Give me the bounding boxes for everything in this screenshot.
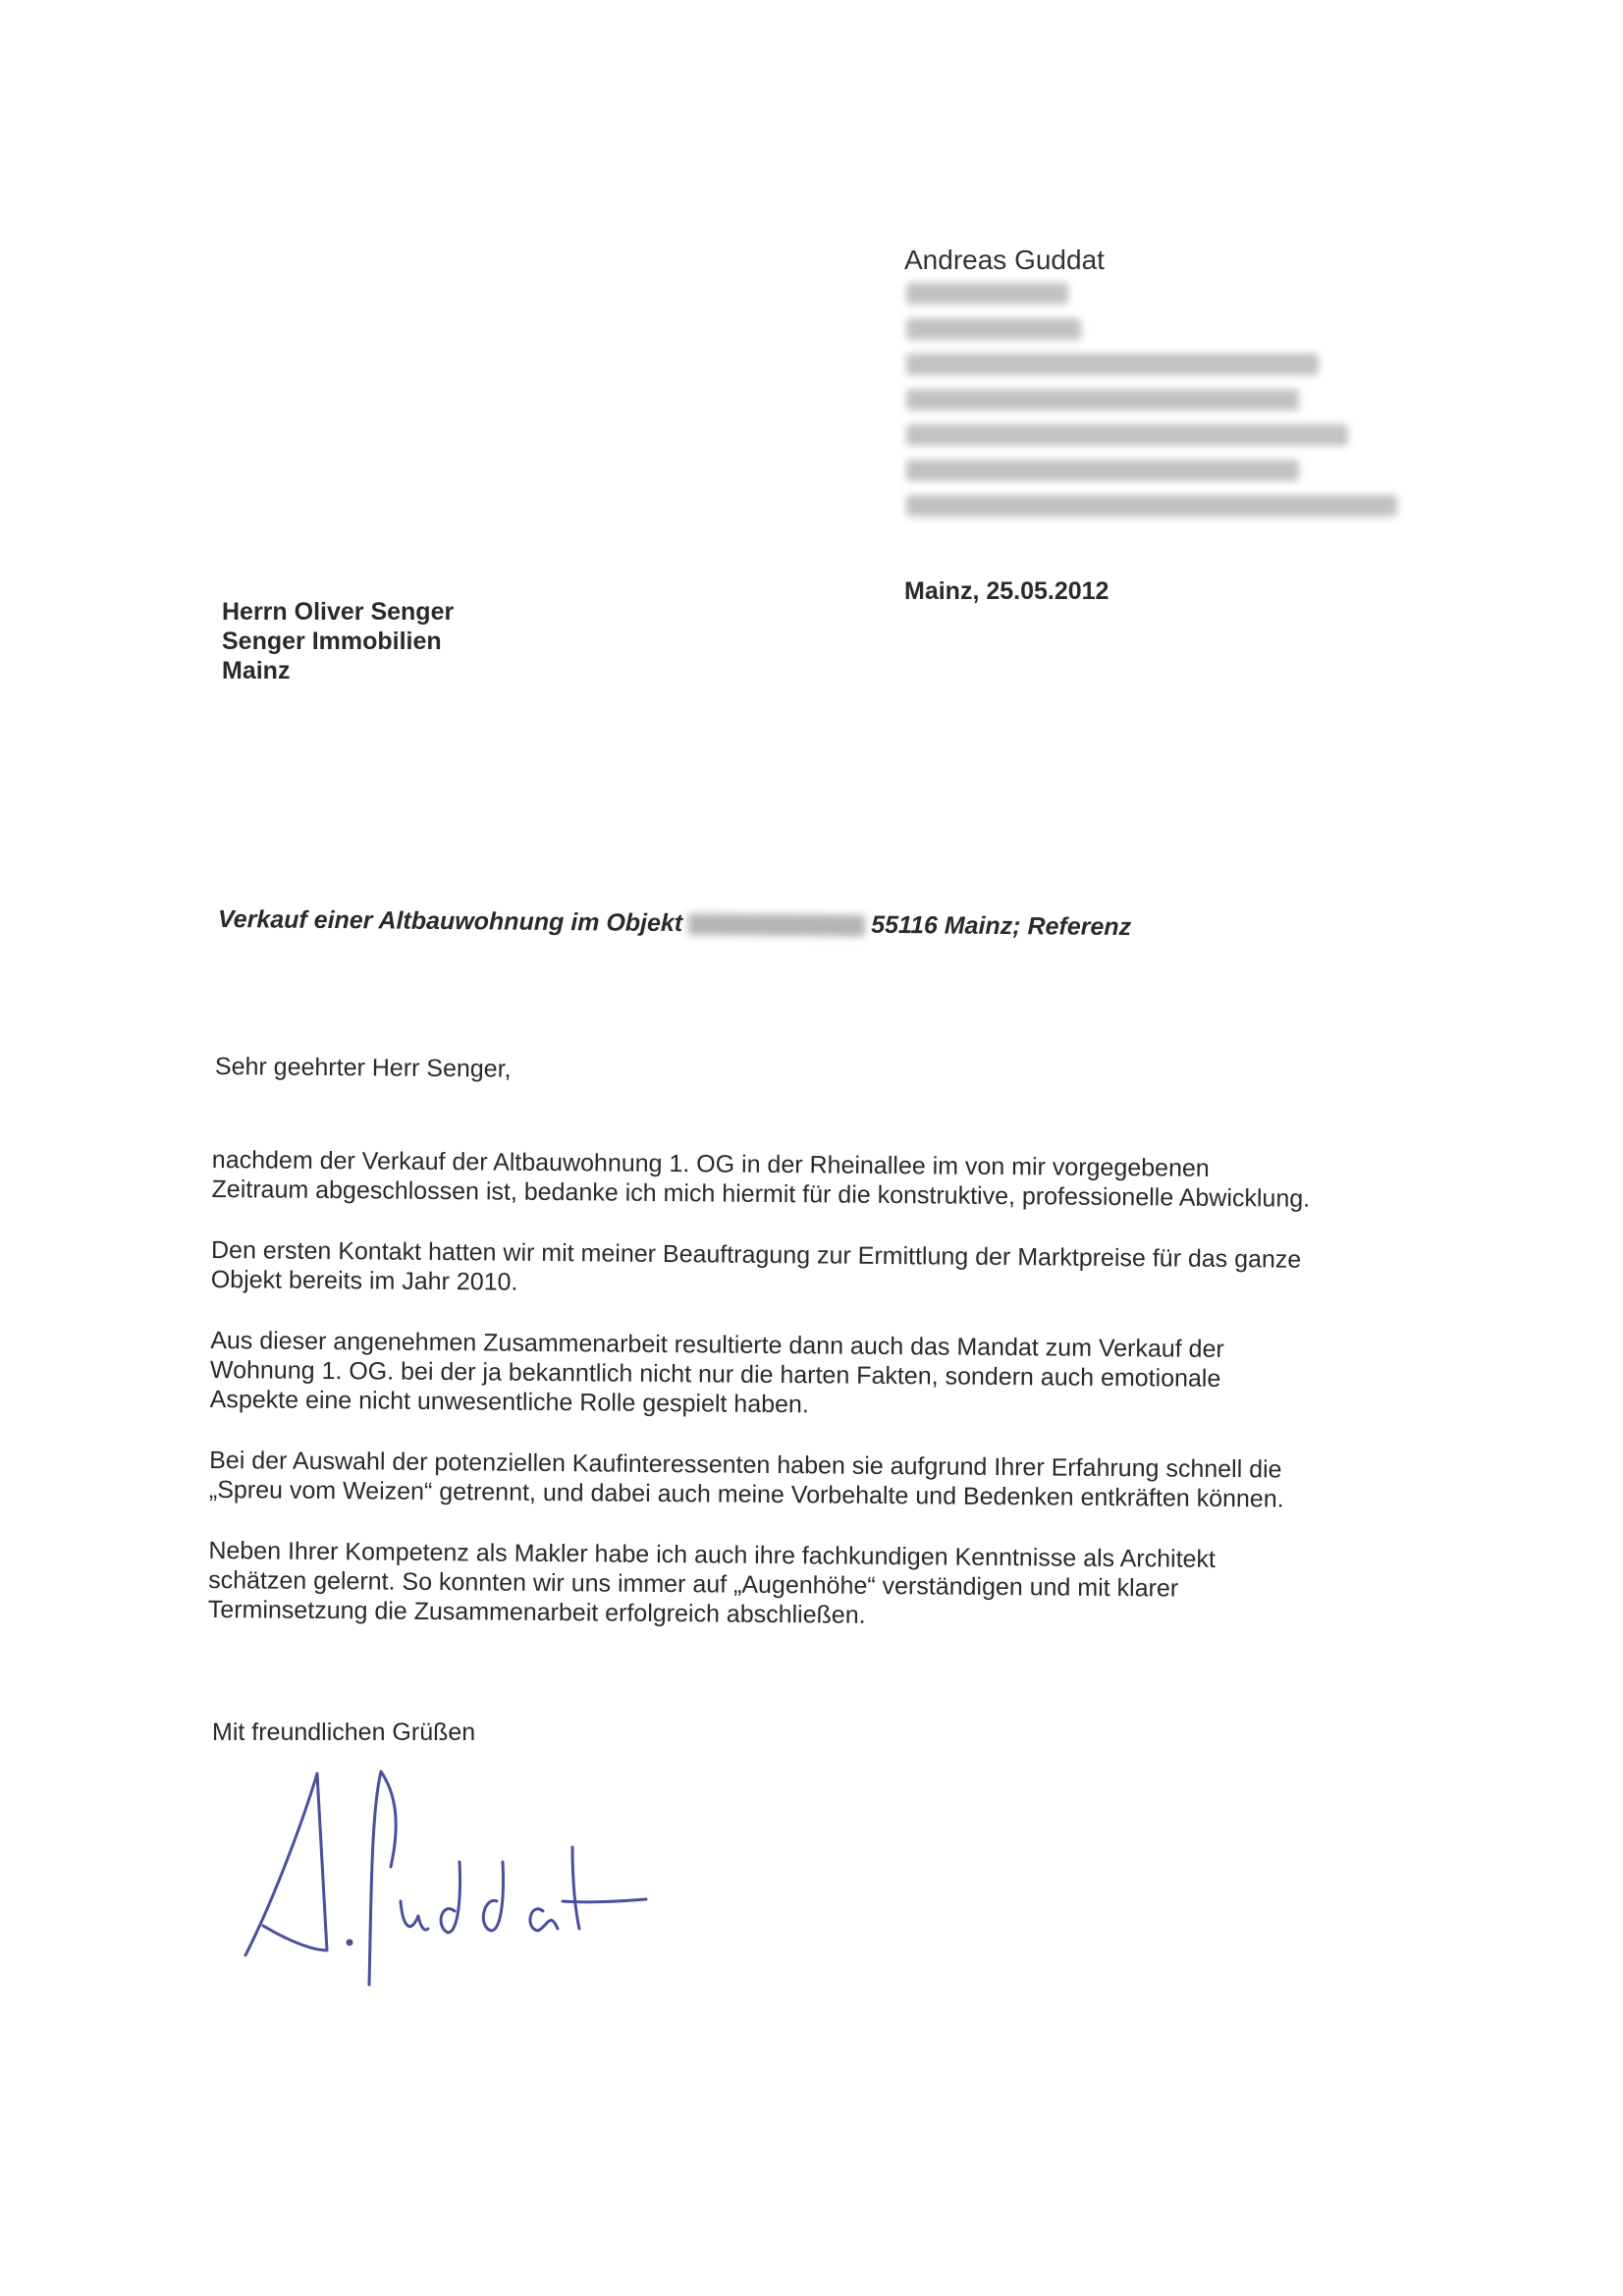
redacted-phone-line bbox=[906, 389, 1299, 410]
salutation: Sehr geehrter Herr Senger, bbox=[214, 1053, 512, 1083]
recipient-city: Mainz bbox=[222, 657, 291, 684]
recipient-block bbox=[222, 597, 454, 685]
subject-text-start: Verkauf einer Altbauwohnung im Objekt bbox=[217, 905, 683, 938]
subject-line bbox=[218, 905, 1131, 942]
recipient-company: Senger Immobilien bbox=[222, 628, 442, 655]
redacted-address-line bbox=[906, 318, 1081, 340]
closing-phrase: Mit freundlichen Grüßen bbox=[212, 1719, 476, 1746]
handwritten-signature bbox=[234, 1754, 656, 1990]
subject-text-end: 55116 Mainz; Referenz bbox=[871, 910, 1132, 942]
letter-date: Mainz, 25.05.2012 bbox=[904, 577, 1109, 605]
redacted-fax-line bbox=[906, 424, 1348, 446]
redacted-email-line bbox=[906, 495, 1397, 517]
paragraph: Den ersten Kontakt hatten wir mit meiner Beauftragung zur Ermittlung der Marktpreise für das ganze Objekt bereits im Jahr 2010. bbox=[210, 1235, 1302, 1296]
sender-name: Andreas Guddat bbox=[904, 245, 1105, 275]
paragraph: nachdem der Verkauf der Altbauwohnung 1. OG in der Rheinallee im von mir vorgegebenen Zeitraum abgeschlossen ist, bedanke ich mich hiermit für die konstruktive, professionelle Abwicklung. bbox=[211, 1146, 1311, 1213]
recipient-name: Herrn Oliver Senger bbox=[222, 598, 455, 626]
paragraph: Neben Ihrer Kompetenz als Makler habe ich auch ihre fachkundigen Kenntnisse als Architekt schätzen gelernt. So konnten wir uns immer auf „Augenhöhe“ verständigen und mit klarer Terminsetzung die Zusammenarbeit erfolgreich abschließen. bbox=[207, 1536, 1217, 1629]
redacted-address-line bbox=[906, 283, 1068, 304]
redacted-phone-line bbox=[906, 354, 1319, 375]
sender-block bbox=[904, 244, 1415, 530]
paragraph: Bei der Auswahl der potenziellen Kaufinteressenten haben sie aufgrund Ihrer Erfahrung schnell die „Spreu vom Weizen“ getrennt, und dabei auch meine Vorbehalte und Bedenken entkräften können. bbox=[208, 1446, 1284, 1513]
redacted-mobile-line bbox=[906, 460, 1299, 481]
letter-body bbox=[207, 1145, 1409, 1667]
paragraph: Aus dieser angenehmen Zusammenarbeit resultierte dann auch das Mandat zum Verkauf der Wohnung 1. OG. bei der ja bekanntlich nicht nur die harten Fakten, sondern auch emotionale Aspekte eine nicht unwesentliche Rolle gespielt haben. bbox=[209, 1326, 1224, 1419]
redacted-street bbox=[688, 914, 865, 938]
